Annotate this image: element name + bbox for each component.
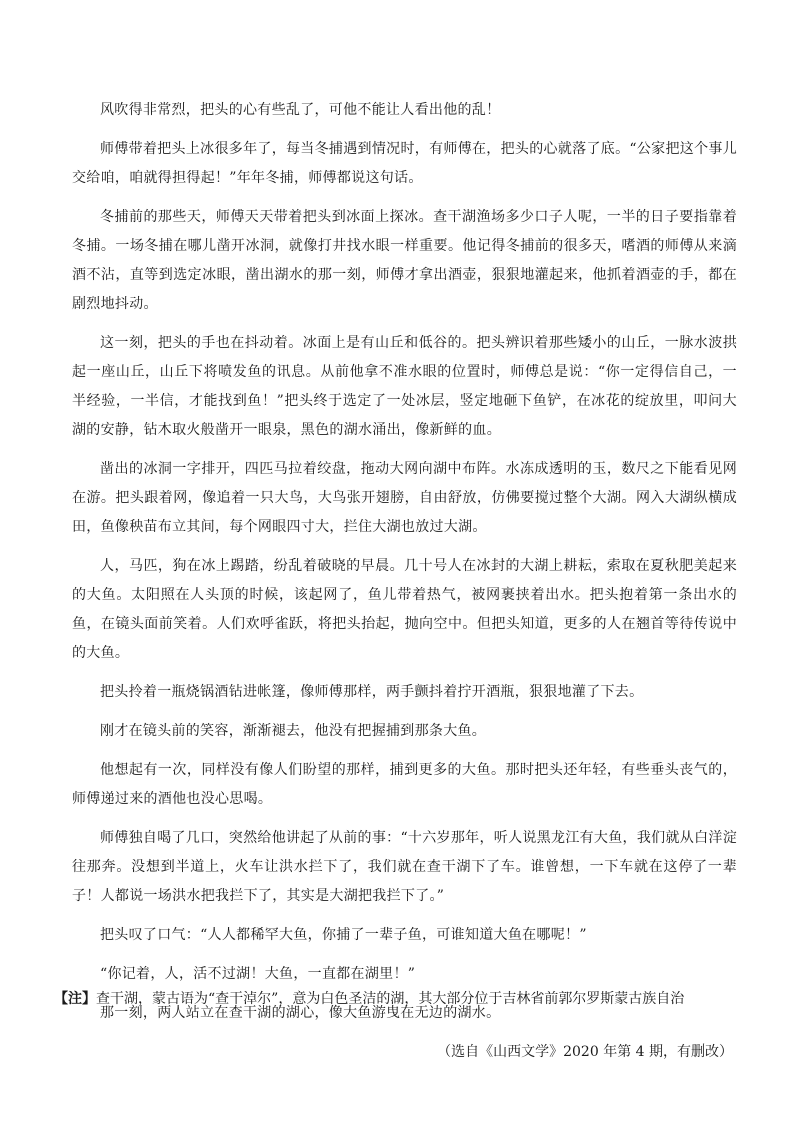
story-body (72, 96, 737, 1067)
paragraph-1: 风吹得非常烈，把头的心有些乱了，可他不能让人看出他的乱！ (100, 102, 501, 118)
footnote-text: 查干湖，蒙古语为“查干淖尔”，意为白色圣洁的湖，其大部分位于吉林省前郭尔罗斯蒙古族自治 (96, 991, 685, 1007)
paragraph-7: 把头拎着一瓶烧锅酒钻进帐篷，像师傅那样，两手颤抖着拧开酒瓶，狠狠地灌了下去。 (100, 684, 644, 700)
paragraph-12: “你记着，人，活不过湖！大鱼，一直都在湖里！” (100, 966, 416, 982)
footnote-label: 【注】 (54, 991, 96, 1007)
paragraph-13: 那一刻，两人站立在查干湖的湖心，像大鱼游曳在无边的湖水。 (100, 1005, 501, 1021)
paragraph-11: 把头叹了口气：“人人都稀罕大鱼，你捕了一辈子鱼，可谁知道大鱼在哪呢！” (100, 927, 587, 943)
paragraph-3: 冬捕前的那些天，师傅天天带着把头到冰面上探冰。查干湖渔场多少口子人呢，一半的日子要指靠着冬捕。一场冬捕在哪儿凿开冰洞，就像打井找水眼一样重要。他记得冬捕前的很多天，嗜酒的师傅从来滴酒不沾，直等到选定冰眼，凿出湖水的那一刻，师傅才拿出酒壶，狠狠地灌起来，他抓着酒壶的手，都在剧烈地抖动。 (72, 209, 737, 312)
paragraph-10: 师傅独自喝了几口，突然给他讲起了从前的事：“十六岁那年，听人说黑龙江有大鱼，我们就从白洋淀往那奔。没想到半道上，火车让洪水拦下了，我们就在查干湖下了车。谁曾想，一下车就在这停了一辈子！人都说一场洪水把我拦下了，其实是大湖把我拦下了。” (72, 830, 737, 904)
paragraph-9: 他想起有一次，同样没有像人们盼望的那样，捕到更多的大鱼。那时把头还年轻，有些垂头丧气的，师傅递过来的酒他也没心思喝。 (72, 762, 737, 807)
source-citation: （选自《山西文学》2020 年第 4 期，有删改） (437, 1044, 733, 1060)
paragraph-4: 这一刻，把头的手也在抖动着。冰面上是有山丘和低谷的。把头辨识着那些矮小的山丘，一脉水波拱起一座山丘，山丘下将喷发鱼的讯息。从前他拿不准水眼的位置时，师傅总是说：“你一定得信自己，一半经验，一半信，才能找到鱼！”把头终于选定了一处冰层，竖定地砸下鱼铲，在冰花的绽放里，叩问大湖的安静，钻木取火般凿开一眼泉，黑色的湖水涌出，像新鲜的血。 (72, 335, 737, 438)
footnote (54, 985, 744, 1013)
paragraph-6: 人，马匹，狗在冰上踢踏，纷乱着破晓的早晨。几十号人在冰封的大湖上耕耘，索取在夏秋肥美起来的大鱼。太阳照在人头顶的时候，该起网了，鱼儿带着热气，被网裹挟着出水。把头抱着第一条出水的鱼，在镜头面前笑着。人们欢呼雀跃，将把头抬起，抛向空中。但把头知道，更多的人在翘首等待传说中的大鱼。 (72, 558, 737, 661)
paragraph-2: 师傅带着把头上冰很多年了，每当冬捕遇到情况时，有师傅在，把头的心就落了底。“公家把这个事儿交给咱，咱就得担得起！”年年冬捕，师傅都说这句话。 (72, 141, 737, 186)
paragraph-8: 刚才在镜头前的笑容，渐渐褪去，他没有把握捕到那条大鱼。 (100, 723, 487, 739)
paragraph-5: 凿出的冰洞一字排开，四匹马拉着绞盘，拖动大网向湖中布阵。水冻成透明的玉，数尺之下能看见网在游。把头跟着网，像追着一只大鸟，大鸟张开翅膀，自由舒放，仿佛要搅过整个大湖。网入大湖纵横成田，鱼像秧苗布立其间，每个网眼四寸大，拦住大湖也放过大湖。 (72, 461, 737, 535)
